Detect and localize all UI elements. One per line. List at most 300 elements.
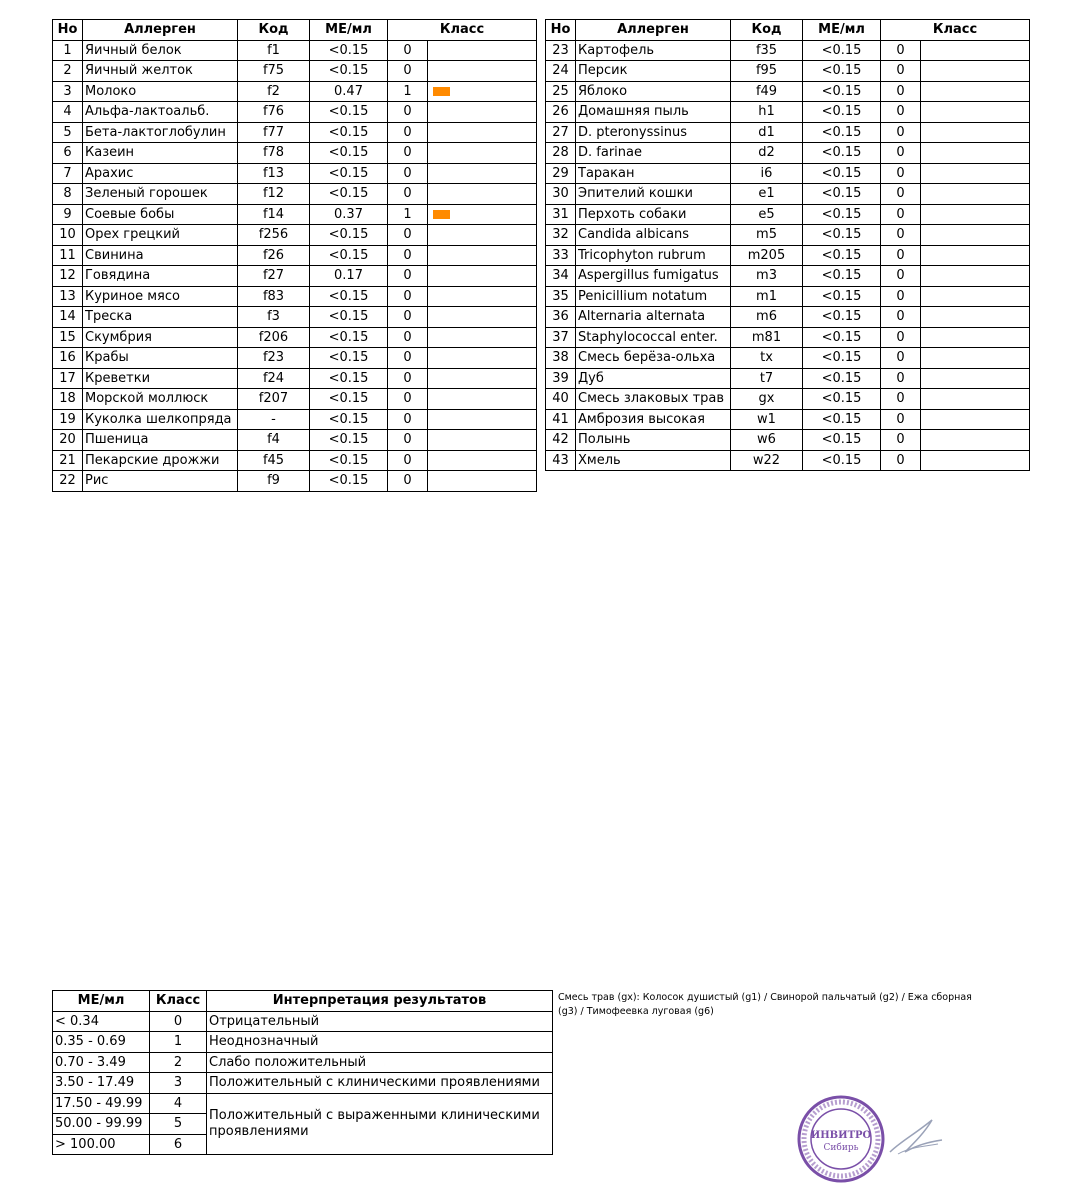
cell-value: <0.15 (310, 40, 388, 61)
cell-no: 17 (53, 368, 83, 389)
cell-class-bar (428, 389, 537, 410)
cell-code: f83 (238, 286, 310, 307)
cell-allergen: Креветки (83, 368, 238, 389)
cell-allergen: Треска (83, 307, 238, 328)
header-value: МЕ/мл (803, 20, 881, 41)
cell-allergen: Картофель (576, 40, 731, 61)
cell-class: 0 (881, 450, 921, 471)
cell-class-bar (428, 204, 537, 225)
cell-class-bar (428, 266, 537, 287)
header-code: Код (238, 20, 310, 41)
cell-allergen: Смесь злаковых трав (576, 389, 731, 410)
cell-class: 0 (388, 471, 428, 492)
cell-allergen: Амброзия высокая (576, 409, 731, 430)
cell-class: 0 (881, 286, 921, 307)
cell-code: f45 (238, 450, 310, 471)
cell-allergen: Penicillium notatum (576, 286, 731, 307)
stamp-seal (796, 1094, 886, 1184)
cell-no: 26 (546, 102, 576, 123)
table-row (546, 307, 1030, 328)
cell-code: tx (731, 348, 803, 369)
cell-class: 0 (881, 40, 921, 61)
cell-class: 0 (388, 430, 428, 451)
cell-allergen: Эпителий кошки (576, 184, 731, 205)
cell-class-bar (921, 266, 1030, 287)
cell-class-bar (428, 122, 537, 143)
table-row (546, 286, 1030, 307)
table-row (53, 389, 537, 410)
cell-allergen: Крабы (83, 348, 238, 369)
legend-interp: Положительный с клиническими проявлениями (207, 1073, 553, 1094)
cell-class: 0 (388, 368, 428, 389)
cell-class: 0 (881, 163, 921, 184)
cell-class-bar (428, 40, 537, 61)
cell-allergen: Морской моллюск (83, 389, 238, 410)
cell-no: 18 (53, 389, 83, 410)
cell-class: 0 (388, 245, 428, 266)
cell-value: <0.15 (803, 122, 881, 143)
cell-value: <0.15 (803, 102, 881, 123)
header-no: Но (53, 20, 83, 41)
cell-code: w6 (731, 430, 803, 451)
table-row (53, 184, 537, 205)
header-allergen: Аллерген (576, 20, 731, 41)
cell-class-bar (428, 307, 537, 328)
cell-value: <0.15 (310, 307, 388, 328)
table-row (53, 307, 537, 328)
cell-allergen: Персик (576, 61, 731, 82)
cell-allergen: Дуб (576, 368, 731, 389)
cell-class: 0 (881, 368, 921, 389)
stamp-text-2: Сибирь (823, 1143, 859, 1153)
cell-class-bar (921, 204, 1030, 225)
legend-class: 4 (150, 1093, 207, 1114)
allergen-table-left (52, 19, 537, 492)
table-row (53, 368, 537, 389)
cell-no: 43 (546, 450, 576, 471)
table-row (53, 81, 537, 102)
table-row (53, 245, 537, 266)
legend-interp: Положительный с выраженными клиническими проявлениями (207, 1093, 553, 1155)
cell-allergen: Скумбрия (83, 327, 238, 348)
cell-class: 0 (388, 225, 428, 246)
cell-class: 0 (388, 389, 428, 410)
legend-range: < 0.34 (53, 1011, 150, 1032)
cell-allergen: Хмель (576, 450, 731, 471)
cell-no: 16 (53, 348, 83, 369)
class-indicator-bar (433, 210, 450, 219)
cell-code: m1 (731, 286, 803, 307)
cell-no: 42 (546, 430, 576, 451)
table-row (53, 471, 537, 492)
allergen-table-right (545, 19, 1030, 471)
cell-class-bar (428, 81, 537, 102)
cell-allergen: Alternaria alternata (576, 307, 731, 328)
cell-value: 0.17 (310, 266, 388, 287)
cell-value: <0.15 (310, 225, 388, 246)
grass-mix-note: Смесь трав (gx): Колосок душистый (g1) / Свинорой пальчатый (g2) / Ежа сборная (g3) / Тимофеевка луговая (g6) (558, 992, 972, 1017)
cell-class: 0 (881, 225, 921, 246)
cell-class-bar (428, 430, 537, 451)
cell-value: <0.15 (803, 266, 881, 287)
cell-value: <0.15 (803, 245, 881, 266)
cell-class-bar (428, 61, 537, 82)
cell-code: e1 (731, 184, 803, 205)
cell-class-bar (921, 389, 1030, 410)
cell-class: 0 (388, 122, 428, 143)
cell-code: m81 (731, 327, 803, 348)
cell-no: 31 (546, 204, 576, 225)
cell-class: 0 (881, 122, 921, 143)
cell-code: e5 (731, 204, 803, 225)
table-row (546, 61, 1030, 82)
legend-class: 6 (150, 1134, 207, 1155)
cell-allergen: Полынь (576, 430, 731, 451)
cell-class: 0 (881, 184, 921, 205)
cell-no: 13 (53, 286, 83, 307)
cell-no: 30 (546, 184, 576, 205)
cell-class-bar (921, 409, 1030, 430)
legend-class: 1 (150, 1032, 207, 1053)
cell-value: <0.15 (803, 61, 881, 82)
cell-class: 0 (881, 61, 921, 82)
table-row (53, 61, 537, 82)
table-row (53, 122, 537, 143)
legend-class: 2 (150, 1052, 207, 1073)
header-no: Но (546, 20, 576, 41)
cell-code: gx (731, 389, 803, 410)
cell-class: 0 (881, 307, 921, 328)
cell-class: 0 (388, 327, 428, 348)
cell-no: 35 (546, 286, 576, 307)
table-header-row (546, 20, 1030, 41)
legend-header-value: МЕ/мл (53, 991, 150, 1012)
header-class: Класс (388, 20, 537, 41)
cell-value: <0.15 (310, 184, 388, 205)
cell-class: 0 (388, 143, 428, 164)
cell-no: 1 (53, 40, 83, 61)
cell-class: 1 (388, 81, 428, 102)
cell-allergen: Орех грецкий (83, 225, 238, 246)
table-row (53, 163, 537, 184)
table-row (53, 143, 537, 164)
cell-allergen: Куколка шелкопряда (83, 409, 238, 430)
cell-code: f76 (238, 102, 310, 123)
cell-no: 11 (53, 245, 83, 266)
header-code: Код (731, 20, 803, 41)
cell-value: 0.37 (310, 204, 388, 225)
cell-no: 2 (53, 61, 83, 82)
legend-header-row (53, 991, 553, 1012)
cell-no: 7 (53, 163, 83, 184)
cell-class: 0 (388, 40, 428, 61)
cell-no: 12 (53, 266, 83, 287)
cell-code: f4 (238, 430, 310, 451)
cell-allergen: Яичный белок (83, 40, 238, 61)
cell-code: f2 (238, 81, 310, 102)
cell-no: 20 (53, 430, 83, 451)
cell-code: f206 (238, 327, 310, 348)
cell-class: 1 (388, 204, 428, 225)
table-row (53, 348, 537, 369)
cell-class-bar (428, 245, 537, 266)
cell-no: 36 (546, 307, 576, 328)
cell-no: 3 (53, 81, 83, 102)
header-class: Класс (881, 20, 1030, 41)
cell-value: <0.15 (803, 286, 881, 307)
table-row (546, 184, 1030, 205)
cell-no: 38 (546, 348, 576, 369)
cell-code: t7 (731, 368, 803, 389)
cell-code: f78 (238, 143, 310, 164)
cell-allergen: Перхоть собаки (576, 204, 731, 225)
cell-class: 0 (388, 61, 428, 82)
cell-value: <0.15 (310, 122, 388, 143)
cell-no: 10 (53, 225, 83, 246)
cell-class-bar (921, 143, 1030, 164)
signature (880, 1112, 950, 1162)
cell-class: 0 (388, 286, 428, 307)
header-allergen: Аллерген (83, 20, 238, 41)
table-row (546, 409, 1030, 430)
cell-no: 14 (53, 307, 83, 328)
cell-class: 0 (388, 102, 428, 123)
cell-no: 33 (546, 245, 576, 266)
table-row (53, 450, 537, 471)
cell-value: <0.15 (310, 163, 388, 184)
cell-allergen: Говядина (83, 266, 238, 287)
cell-value: <0.15 (803, 184, 881, 205)
cell-class: 0 (388, 409, 428, 430)
cell-value: <0.15 (310, 368, 388, 389)
cell-code: f77 (238, 122, 310, 143)
cell-class-bar (428, 163, 537, 184)
cell-allergen: Aspergillus fumigatus (576, 266, 731, 287)
cell-value: <0.15 (803, 430, 881, 451)
cell-class: 0 (881, 81, 921, 102)
table-row (546, 450, 1030, 471)
legend-interp: Слабо положительный (207, 1052, 553, 1073)
cell-value: <0.15 (803, 368, 881, 389)
legend-class: 3 (150, 1073, 207, 1094)
table-row (53, 40, 537, 61)
table-row (546, 327, 1030, 348)
cell-class: 0 (881, 389, 921, 410)
cell-class-bar (921, 286, 1030, 307)
cell-code: i6 (731, 163, 803, 184)
table-row (53, 204, 537, 225)
table-row (53, 102, 537, 123)
cell-no: 32 (546, 225, 576, 246)
cell-class: 0 (881, 245, 921, 266)
cell-allergen: Казеин (83, 143, 238, 164)
table-row (53, 266, 537, 287)
table-row (53, 327, 537, 348)
cell-class-bar (428, 368, 537, 389)
cell-no: 8 (53, 184, 83, 205)
cell-value: <0.15 (803, 389, 881, 410)
cell-code: f12 (238, 184, 310, 205)
cell-class-bar (428, 471, 537, 492)
cell-no: 28 (546, 143, 576, 164)
cell-value: <0.15 (803, 225, 881, 246)
cell-code: f14 (238, 204, 310, 225)
cell-class-bar (921, 368, 1030, 389)
cell-allergen: Staphylococcal enter. (576, 327, 731, 348)
cell-code: m5 (731, 225, 803, 246)
cell-no: 25 (546, 81, 576, 102)
interpretation-legend-table (52, 990, 553, 1155)
table-row (546, 40, 1030, 61)
table-row (53, 286, 537, 307)
cell-allergen: Tricophyton rubrum (576, 245, 731, 266)
cell-class: 0 (388, 348, 428, 369)
legend-class: 5 (150, 1114, 207, 1135)
cell-class-bar (921, 450, 1030, 471)
cell-allergen: Арахис (83, 163, 238, 184)
header-value: МЕ/мл (310, 20, 388, 41)
cell-no: 40 (546, 389, 576, 410)
table-row (546, 143, 1030, 164)
table-header-row (53, 20, 537, 41)
legend-interp: Отрицательный (207, 1011, 553, 1032)
cell-value: <0.15 (310, 327, 388, 348)
cell-no: 19 (53, 409, 83, 430)
legend-row (53, 1032, 553, 1053)
cell-class-bar (921, 122, 1030, 143)
cell-class-bar (428, 348, 537, 369)
legend-row (53, 1011, 553, 1032)
cell-no: 9 (53, 204, 83, 225)
table-row (546, 348, 1030, 369)
cell-code: f256 (238, 225, 310, 246)
cell-no: 24 (546, 61, 576, 82)
stamp-text-1: ИНВИТРО (810, 1130, 872, 1141)
cell-code: d1 (731, 122, 803, 143)
cell-class: 0 (881, 204, 921, 225)
cell-value: <0.15 (803, 40, 881, 61)
cell-class-bar (921, 245, 1030, 266)
cell-class-bar (428, 225, 537, 246)
cell-class: 0 (881, 430, 921, 451)
cell-class-bar (428, 409, 537, 430)
cell-allergen: D. pteronyssinus (576, 122, 731, 143)
cell-value: 0.47 (310, 81, 388, 102)
cell-code: f35 (731, 40, 803, 61)
cell-allergen: Домашняя пыль (576, 102, 731, 123)
legend-range: 17.50 - 49.99 (53, 1093, 150, 1114)
cell-code: f24 (238, 368, 310, 389)
cell-class-bar (921, 307, 1030, 328)
cell-class-bar (921, 430, 1030, 451)
table-row (53, 225, 537, 246)
cell-allergen: Яблоко (576, 81, 731, 102)
table-row (546, 102, 1030, 123)
legend-header-class: Класс (150, 991, 207, 1012)
cell-no: 23 (546, 40, 576, 61)
cell-class-bar (428, 286, 537, 307)
legend-range: 50.00 - 99.99 (53, 1114, 150, 1135)
table-row (546, 266, 1030, 287)
cell-class-bar (428, 327, 537, 348)
legend-range: > 100.00 (53, 1134, 150, 1155)
cell-no: 41 (546, 409, 576, 430)
cell-class: 0 (388, 266, 428, 287)
cell-code: - (238, 409, 310, 430)
cell-class: 0 (388, 307, 428, 328)
cell-class-bar (921, 348, 1030, 369)
legend-class: 0 (150, 1011, 207, 1032)
cell-value: <0.15 (310, 389, 388, 410)
cell-no: 15 (53, 327, 83, 348)
cell-code: w1 (731, 409, 803, 430)
cell-code: m3 (731, 266, 803, 287)
legend-row (53, 1093, 553, 1114)
cell-class-bar (428, 450, 537, 471)
cell-allergen: Зеленый горошек (83, 184, 238, 205)
cell-class: 0 (388, 184, 428, 205)
class-indicator-bar (433, 87, 450, 96)
cell-no: 29 (546, 163, 576, 184)
cell-allergen: Пекарские дрожжи (83, 450, 238, 471)
table-row (546, 430, 1030, 451)
cell-allergen: D. farinae (576, 143, 731, 164)
cell-code: f49 (731, 81, 803, 102)
cell-code: h1 (731, 102, 803, 123)
cell-class-bar (921, 40, 1030, 61)
cell-class: 0 (881, 348, 921, 369)
cell-class-bar (921, 163, 1030, 184)
cell-value: <0.15 (310, 61, 388, 82)
cell-code: f27 (238, 266, 310, 287)
cell-code: f207 (238, 389, 310, 410)
cell-class: 0 (388, 163, 428, 184)
cell-code: f9 (238, 471, 310, 492)
cell-code: d2 (731, 143, 803, 164)
cell-code: m6 (731, 307, 803, 328)
cell-allergen: Куриное мясо (83, 286, 238, 307)
cell-allergen: Яичный желток (83, 61, 238, 82)
cell-allergen: Свинина (83, 245, 238, 266)
cell-class-bar (921, 184, 1030, 205)
cell-class-bar (428, 184, 537, 205)
cell-class-bar (921, 327, 1030, 348)
cell-value: <0.15 (803, 450, 881, 471)
cell-allergen: Рис (83, 471, 238, 492)
cell-value: <0.15 (310, 102, 388, 123)
cell-class: 0 (881, 327, 921, 348)
legend-header-interp: Интерпретация результатов (207, 991, 553, 1012)
cell-class: 0 (881, 143, 921, 164)
legend-row (53, 1073, 553, 1094)
cell-no: 6 (53, 143, 83, 164)
cell-value: <0.15 (803, 307, 881, 328)
table-row (53, 430, 537, 451)
cell-value: <0.15 (310, 409, 388, 430)
table-row (546, 163, 1030, 184)
cell-code: w22 (731, 450, 803, 471)
cell-value: <0.15 (310, 286, 388, 307)
cell-allergen: Альфа-лактоальб. (83, 102, 238, 123)
table-row (546, 389, 1030, 410)
cell-code: f23 (238, 348, 310, 369)
legend-interp: Неоднозначный (207, 1032, 553, 1053)
cell-allergen: Смесь берёза-ольха (576, 348, 731, 369)
cell-code: f75 (238, 61, 310, 82)
cell-value: <0.15 (310, 143, 388, 164)
legend-range: 3.50 - 17.49 (53, 1073, 150, 1094)
cell-allergen: Candida albicans (576, 225, 731, 246)
